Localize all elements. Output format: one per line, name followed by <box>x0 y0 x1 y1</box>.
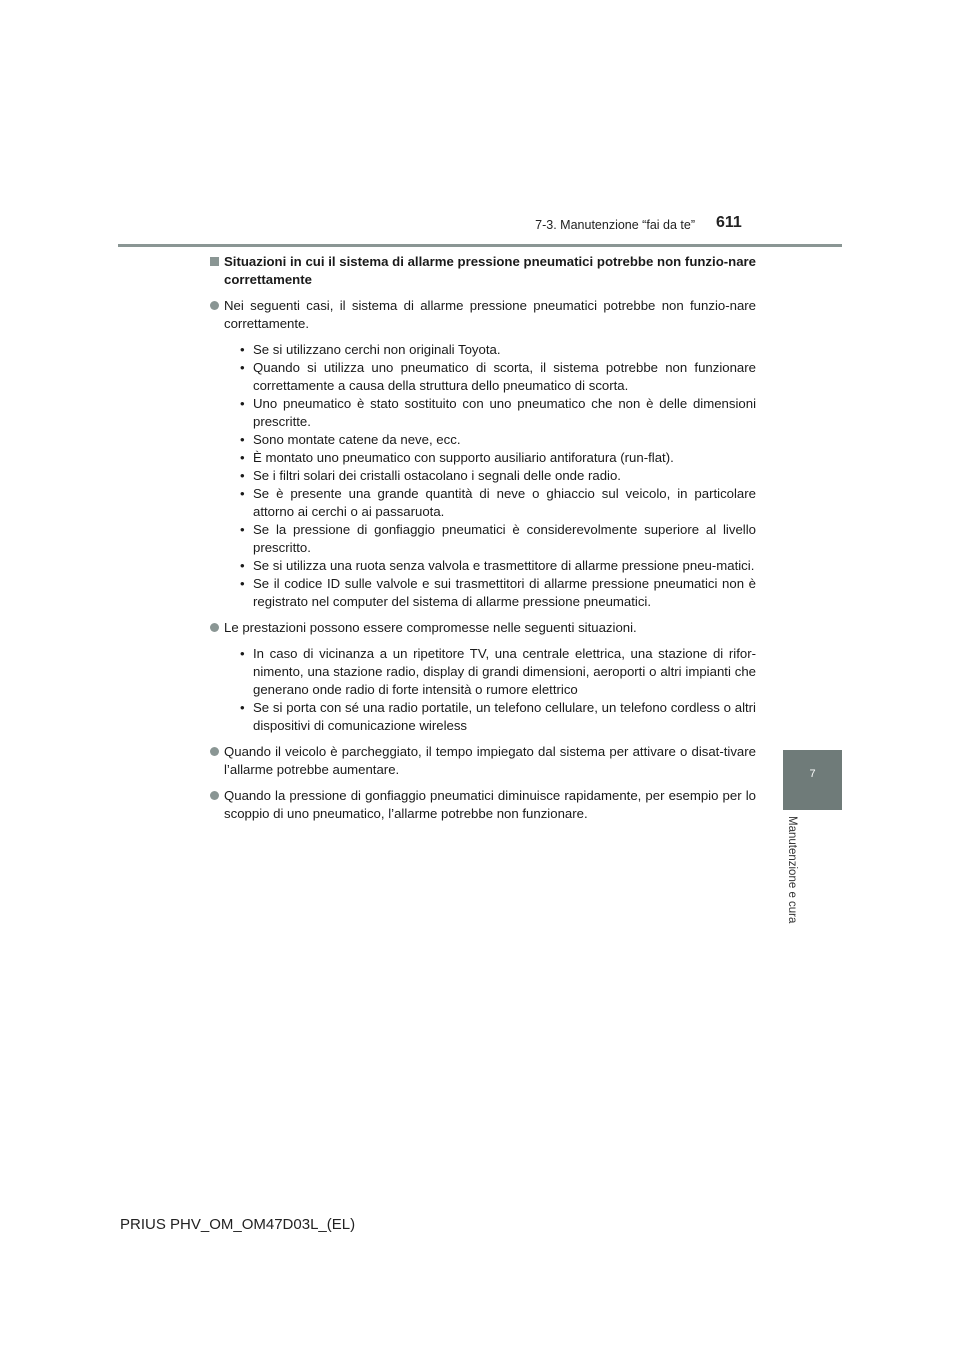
list-item-text: Se il codice ID sulle valvole e sui trasmettitori di allarme pressione pneumatici non è registrato nel computer del sistema di allarme pressione pneumatici. <box>253 576 756 609</box>
circle-bullet-icon <box>210 791 219 800</box>
circle-bullet-icon <box>210 623 219 632</box>
list-item: • Sono montate catene da neve, ecc. <box>240 432 461 447</box>
list-item-text: Se la pressione di gonfiaggio pneumatici è considerevolmente superiore al livello prescritto. <box>253 522 756 555</box>
list-item-text: Se è presente una grande quantità di neve o ghiaccio sul veicolo, in particolare attorno ai cerchi o ai passaruota. <box>253 486 756 519</box>
circle-bullet-icon <box>210 301 219 310</box>
list-item: • Se la pressione di gonfiaggio pneumatici è considerevolmente superiore al livello prescritto. <box>240 522 756 555</box>
square-bullet-icon <box>210 257 219 266</box>
list-item-text: Se i filtri solari dei cristalli ostacolano i segnali delle onde radio. <box>253 468 621 483</box>
circle-bullet-icon <box>210 747 219 756</box>
bullet-text: Quando la pressione di gonfiaggio pneumatici diminuisce rapidamente, per esempio per lo scoppio di uno pneumatico, l’allarme potrebbe non funzionare. <box>224 788 756 821</box>
section-heading <box>210 253 756 289</box>
main-content <box>210 253 756 831</box>
list-item-text: Uno pneumatico è stato sostituito con uno pneumatico che non è delle dimensioni prescritte. <box>253 396 756 429</box>
sub-list <box>238 645 756 735</box>
bullet-text: Nei seguenti casi, il sistema di allarme pressione pneumatici potrebbe non funzio-nare correttamente. <box>224 298 756 331</box>
list-item-text: Se si porta con sé una radio portatile, un telefono cellulare, un telefono cordless o altri dispositivi di comunicazione wireless <box>253 700 756 733</box>
header-divider <box>118 244 842 247</box>
bullet-point <box>210 743 756 779</box>
list-item: • Se i filtri solari dei cristalli ostacolano i segnali delle onde radio. <box>240 468 621 483</box>
list-item-text: In caso di vicinanza a un ripetitore TV, una centrale elettrica, una stazione di rifor-nimento, una stazione radio, display di grandi dimensioni, aeroporti o altri impianti che generano onde radio di forte intensità o rumore elettrico <box>253 646 756 697</box>
list-item: • È montato uno pneumatico con supporto ausiliario antiforatura (run-flat). <box>240 450 674 465</box>
chapter-label <box>782 816 812 956</box>
bullet-point <box>210 619 756 637</box>
chapter-tab <box>783 750 842 810</box>
list-item-text: Se si utilizza una ruota senza valvola e trasmettitore di allarme pressione pneu-matici. <box>253 558 755 573</box>
document-code: PRIUS PHV_OM_OM47D03L_(EL) <box>120 1216 356 1233</box>
sub-list <box>238 341 756 611</box>
list-item: • Uno pneumatico è stato sostituito con uno pneumatico che non è delle dimensioni prescritte. <box>240 396 756 429</box>
bullet-point <box>210 297 756 333</box>
list-item-text: Sono montate catene da neve, ecc. <box>253 432 461 447</box>
list-item-text: Quando si utilizza uno pneumatico di scorta, il sistema potrebbe non funzionare correttamente a causa della struttura dello pneumatico di scorta. <box>253 360 756 393</box>
bullet-text: Le prestazioni possono essere compromesse nelle seguenti situazioni. <box>224 620 637 635</box>
list-item: • Se è presente una grande quantità di neve o ghiaccio sul veicolo, in particolare attorno ai cerchi o ai passaruota. <box>240 486 756 519</box>
list-item-text: È montato uno pneumatico con supporto ausiliario antiforatura (run-flat). <box>253 450 674 465</box>
list-item: • Se si utilizzano cerchi non originali Toyota. <box>240 342 501 357</box>
section-header: 7-3. Manutenzione “fai da te” <box>535 218 695 232</box>
section-heading-text: Situazioni in cui il sistema di allarme pressione pneumatici potrebbe non funzio-nare correttamente <box>224 254 756 287</box>
list-item: • Se il codice ID sulle valvole e sui trasmettitori di allarme pressione pneumatici non è registrato nel computer del sistema di allarme pressione pneumatici. <box>240 576 756 609</box>
chapter-number: 7 <box>809 768 816 780</box>
bullet-text: Quando il veicolo è parcheggiato, il tempo impiegato dal sistema per attivare o disat-tivare l’allarme potrebbe aumentare. <box>224 744 756 777</box>
list-item: • Se si porta con sé una radio portatile, un telefono cellulare, un telefono cordless o altri dispositivi di comunicazione wireless <box>240 700 756 733</box>
list-item: • In caso di vicinanza a un ripetitore TV, una centrale elettrica, una stazione di rifor-nimento, una stazione radio, display di grandi dimensioni, aeroporti o altri impianti che generano onde radio di forte intensità o rumore elettrico <box>240 646 756 697</box>
list-item-text: Se si utilizzano cerchi non originali Toyota. <box>253 342 501 357</box>
chapter-label-text: Manutenzione e cura <box>786 816 798 924</box>
list-item: • Se si utilizza una ruota senza valvola e trasmettitore di allarme pressione pneu-matici. <box>240 558 755 573</box>
list-item: • Quando si utilizza uno pneumatico di scorta, il sistema potrebbe non funzionare correttamente a causa della struttura dello pneumatico di scorta. <box>240 360 756 393</box>
bullet-point <box>210 787 756 823</box>
page-number: 611 <box>716 214 742 231</box>
